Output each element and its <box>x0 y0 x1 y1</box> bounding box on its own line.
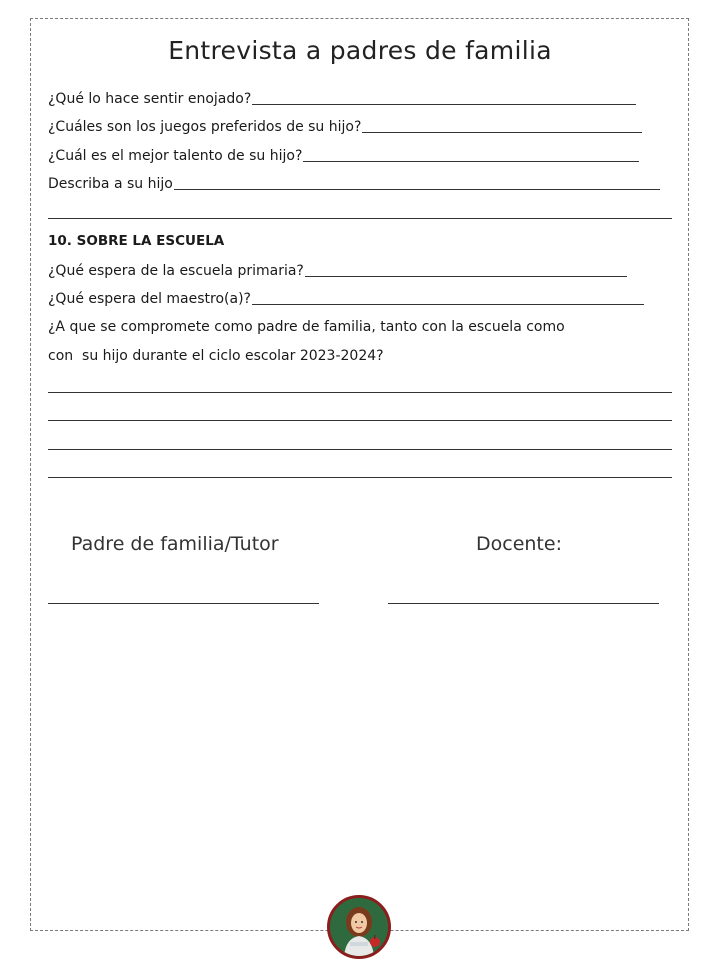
parent-signature-line[interactable] <box>48 603 319 604</box>
question-label: ¿Cuál es el mejor talento de su hijo? <box>48 148 303 164</box>
page-title: Entrevista a padres de familia <box>168 36 552 65</box>
answer-line-commitment-3[interactable] <box>48 449 672 450</box>
question-row-games <box>48 115 642 135</box>
commitment-line-1: ¿A que se compromete como padre de familia, tanto con la escuela como <box>48 319 565 335</box>
question-label: Describa a su hijo <box>48 176 173 192</box>
question-label: ¿Qué espera del maestro(a)? <box>48 291 251 307</box>
question-row-teacher <box>48 287 644 307</box>
answer-line-commitment-4[interactable] <box>48 477 672 478</box>
answer-line[interactable] <box>305 276 627 277</box>
answer-line-commitment-1[interactable] <box>48 392 672 393</box>
teacher-signature-line[interactable] <box>388 603 659 604</box>
answer-line[interactable] <box>303 161 639 162</box>
question-label: ¿Qué espera de la escuela primaria? <box>48 263 304 279</box>
answer-line[interactable] <box>362 132 642 133</box>
question-row-describe <box>48 172 660 192</box>
teacher-signature-label: Docente: <box>476 533 562 555</box>
commitment-line-2: con su hijo durante el ciclo escolar 2023-2024? <box>48 348 384 364</box>
teacher-avatar-logo-icon <box>327 895 391 959</box>
answer-line-commitment-2[interactable] <box>48 420 672 421</box>
question-row-talent <box>48 144 639 164</box>
answer-line-extra[interactable] <box>48 218 672 219</box>
question-row-school <box>48 259 627 279</box>
parent-signature-label: Padre de familia/Tutor <box>71 533 279 555</box>
teacher-illustration-icon <box>330 898 388 956</box>
commitment-question <box>48 313 678 371</box>
question-label: ¿Cuáles son los juegos preferidos de su hijo? <box>48 119 362 135</box>
answer-line[interactable] <box>252 104 636 105</box>
section-heading: 10. SOBRE LA ESCUELA <box>48 233 225 249</box>
answer-line[interactable] <box>252 304 644 305</box>
question-row-angry <box>48 87 636 107</box>
answer-line[interactable] <box>174 189 660 190</box>
question-label: ¿Qué lo hace sentir enojado? <box>48 91 252 107</box>
